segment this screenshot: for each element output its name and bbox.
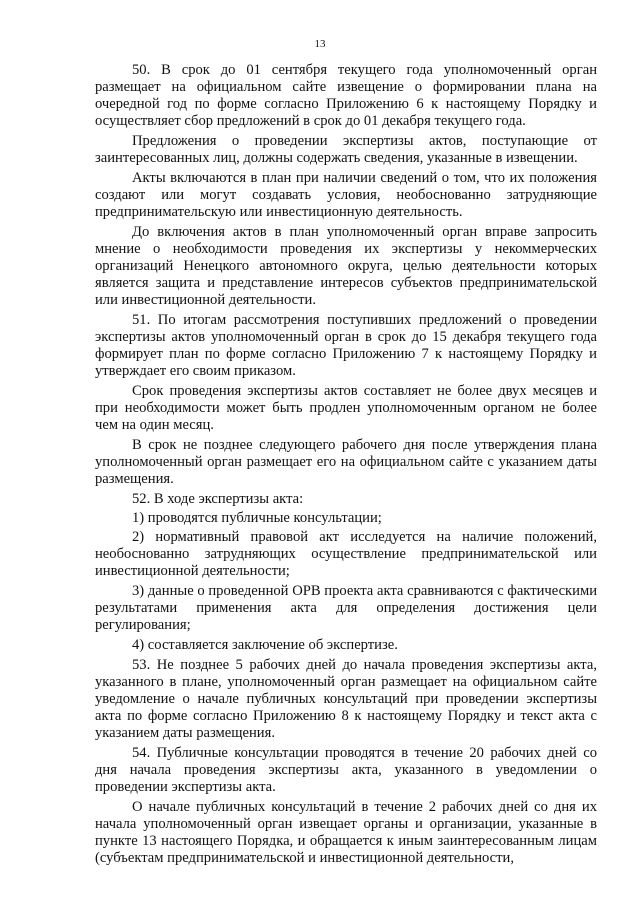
paragraph-54: 54. Публичные консультации проводятся в течение 20 рабочих дней со дня начала проведения экспертизы акта, указанного в уведомлении о проведении экспертизы акта. — [95, 745, 597, 795]
paragraph-53: 53. Не позднее 5 рабочих дней до начала проведения экспертизы акта, указанного в плане, уполномоченный орган размещает на официальном сайте уведомление о начале публичных консультаций при проведении экспертизы акта по форме согласно Приложению 8 к настоящему Порядку и текст акта с указанием даты размещения. — [95, 657, 597, 741]
page-number: 13 — [314, 38, 326, 50]
paragraph-proposals: Предложения о проведении экспертизы актов, поступающие от заинтересованных лиц, должны содержать сведения, указанные в извещении. — [95, 133, 597, 166]
paragraph-51: 51. По итогам рассмотрения поступивших предложений о проведении экспертизы актов уполномоченный орган в срок до 15 декабря текущего года формирует план по форме согласно Приложению 7 к настоящему Порядку и утверждает его своим приказом. — [95, 312, 597, 379]
paragraph-52: 52. В ходе экспертизы акта: — [132, 491, 304, 507]
list-item-1: 1) проводятся публичные консультации; — [132, 510, 382, 526]
paragraph-acts-inclusion: Акты включаются в план при наличии сведений о том, что их положения создают или могут создавать условия, необоснованно затрудняющие предпринимательскую или инвестиционную деятельность. — [95, 170, 597, 220]
list-item-4: 4) составляется заключение об экспертизе. — [132, 637, 398, 653]
paragraph-expertise-term: Срок проведения экспертизы актов составляет не более двух месяцев и при необходимости может быть продлен уполномоченным органом не более чем на один месяц. — [95, 383, 597, 433]
document-body — [95, 62, 597, 870]
paragraph-50: 50. В срок до 01 сентября текущего года уполномоченный орган размещает на официальном сайте извещение о формировании плана на очередной год по форме согласно Приложению 6 к настоящему Порядку и осуществляет сбор предложений в срок до 01 декабря текущего года. — [95, 62, 597, 129]
list-item-2: 2) нормативный правовой акт исследуется на наличие положений, необоснованно затрудняющих осуществление предпринимательской или инвестиционной деятельности; — [95, 529, 597, 579]
paragraph-opinion-request: До включения актов в план уполномоченный орган вправе запросить мнение о необходимости проведения их экспертизы у некоммерческих организаций Ненецкого автономного округа, целью деятельности которых является защита и представление интересов субъектов предпринимательской или инвестиционной деятельности. — [95, 224, 597, 308]
paragraph-consultation-start: О начале публичных консультаций в течение 2 рабочих дней со дня их начала уполномоченный орган извещает органы и организации, указанные в пункте 13 настоящего Порядка, и обращается к иным заинтересованным лицам (субъектам предпринимательской и инвестиционной деятельности, — [95, 799, 597, 866]
list-item-3: 3) данные о проведенной ОРВ проекта акта сравниваются с фактическими результатами применения акта для определения достижения цели регулирования; — [95, 583, 597, 633]
paragraph-plan-publication: В срок не позднее следующего рабочего дня после утверждения плана уполномоченный орган размещает его на официальном сайте с указанием даты размещения. — [95, 437, 597, 487]
